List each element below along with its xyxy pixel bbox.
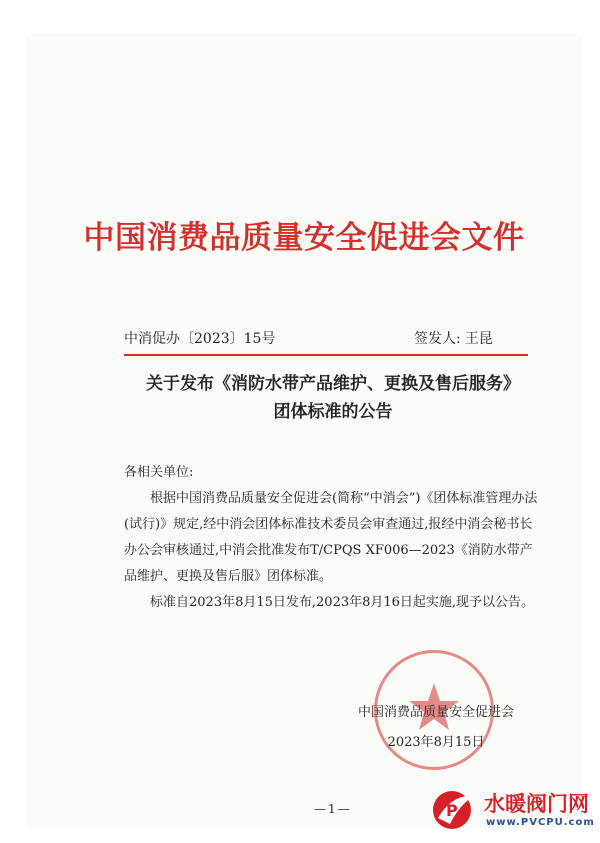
watermark-url: www.PVCPU.com	[486, 817, 595, 828]
body-paragraph-2: 标准自2023年8月15日发布,2023年8月16日起实施,现予以公告。	[150, 595, 535, 610]
title-line-2: 团体标准的公告	[273, 402, 393, 422]
watermark-site-name: 水暖阀门网	[484, 792, 589, 816]
red-divider	[124, 354, 528, 356]
document-header-title: 中国消费品质量安全促进会文件	[83, 220, 525, 256]
pv-logo-icon	[430, 784, 480, 834]
issuer	[414, 328, 493, 348]
svg-text:P: P	[446, 801, 458, 820]
announcement-title	[98, 370, 568, 426]
signature-date: 2023年8月15日	[387, 735, 485, 750]
site-watermark	[430, 784, 600, 842]
issuer-label: 签发人:	[414, 331, 461, 347]
page-number: —1—	[314, 802, 352, 816]
document-page	[28, 36, 580, 826]
signature-block	[358, 698, 514, 758]
issuer-name: 王昆	[464, 331, 493, 347]
document-number: 中消促办〔2023〕15号	[124, 331, 276, 347]
title-line-1: 关于发布《消防水带产品维护、更换及售后服务》	[146, 374, 520, 394]
addressee: 各相关单位:	[124, 465, 194, 480]
body-paragraph-1: 根据中国消费品质量安全促进会(简称“中消会”)《团体标准管理办法(试行)》规定,经中消会团体标准技术委员会审查通过,报经中消会秘书长办公会审核通过,中消会批准发布T/CPQS XF006—2023《消防水带产品维护、更换及售后服》团体标准。	[124, 491, 538, 584]
signature-org: 中国消费品质量安全促进会	[358, 705, 515, 720]
